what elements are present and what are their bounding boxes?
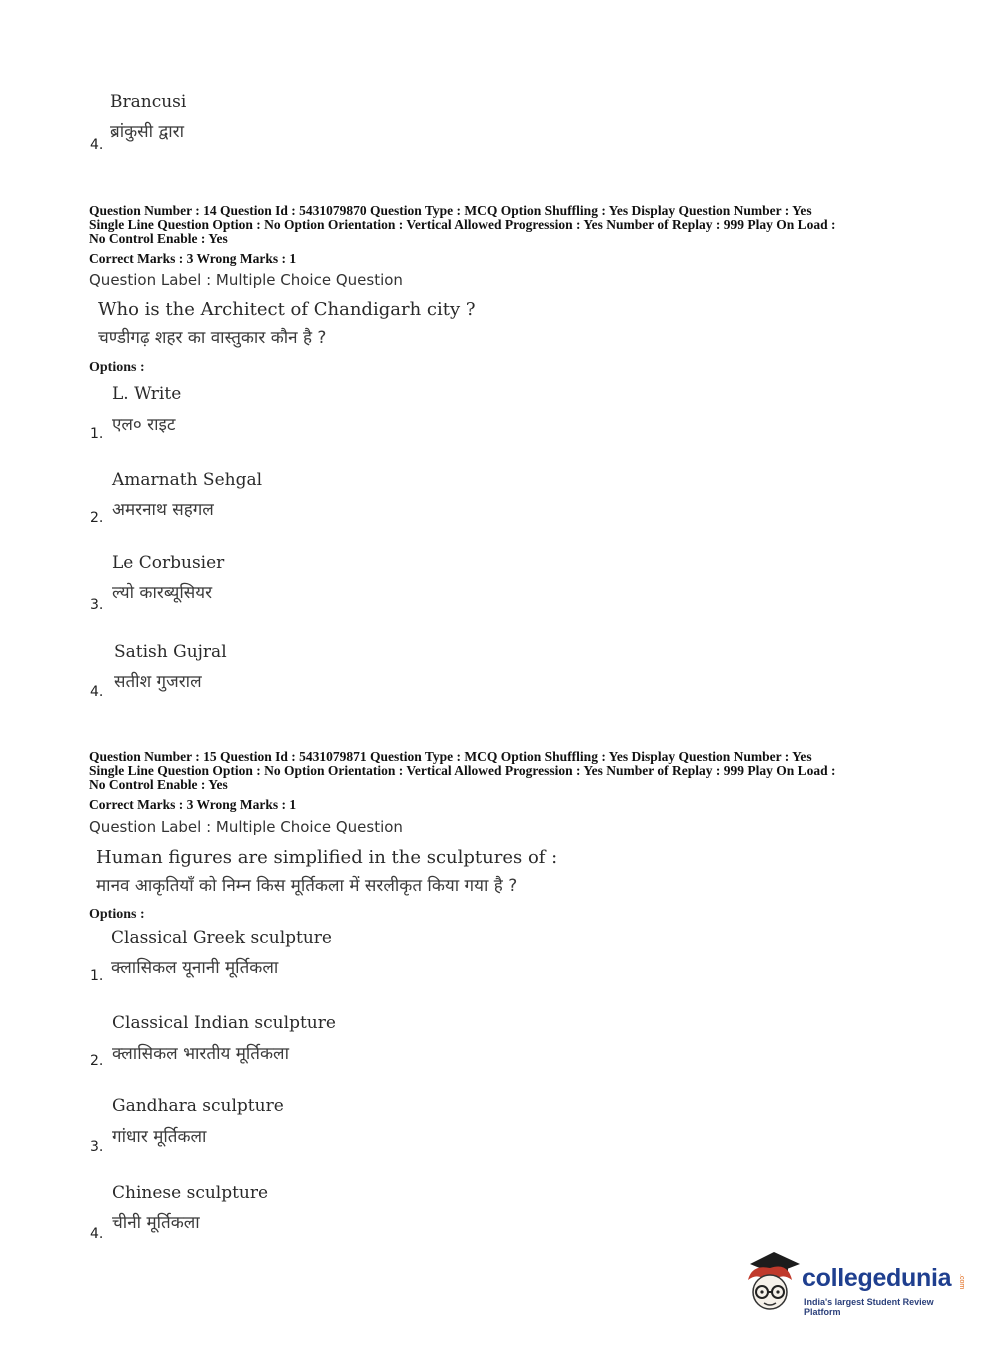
question-text-en: Human figures are simplified in the sculptures of : (96, 847, 558, 868)
option-text-hi: गांधार मूर्तिकला (112, 1127, 207, 1147)
option-text-en: Classical Indian sculpture (112, 1013, 336, 1033)
option-text-en: Amarnath Sehgal (112, 470, 263, 490)
question-meta-line: Question Number : 14 Question Id : 5431079870 Question Type : MCQ Option Shuffling : Yes Display Question Number : Yes (89, 203, 812, 218)
options-title: Options : (89, 360, 145, 375)
question-text-hi: चण्डीगढ़ शहर का वास्तुकार कौन है ? (98, 328, 327, 348)
option-text-en: Classical Greek sculpture (111, 928, 332, 948)
option-text-en: Le Corbusier (112, 553, 225, 573)
logo-name: collegedunia (802, 1264, 952, 1292)
option-number: 4. (90, 137, 104, 153)
mascot-icon (740, 1250, 802, 1316)
question-label: Question Label : Multiple Choice Question (89, 818, 403, 836)
question-text-en: Who is the Architect of Chandigarh city ? (98, 299, 476, 320)
option-number: 4. (90, 1226, 104, 1242)
option-number: 4. (90, 684, 104, 700)
option-text-hi: क्लासिकल भारतीय मूर्तिकला (112, 1044, 289, 1064)
option-text-hi: ब्रांकुसी द्वारा (110, 122, 184, 142)
question-meta-line: Question Number : 15 Question Id : 5431079871 Question Type : MCQ Option Shuffling : Yes Display Question Number : Yes (89, 749, 812, 764)
question-text-hi: मानव आकृतियाँ को निम्न किस मूर्तिकला में सरलीकृत किया गया है ? (96, 876, 518, 896)
option-text-hi: चीनी मूर्तिकला (112, 1213, 200, 1233)
option-text-en: Gandhara sculpture (112, 1096, 284, 1116)
logo-com: .com (958, 1274, 965, 1290)
question-meta-line: Single Line Question Option : No Option Orientation : Vertical Allowed Progression : Yes Number of Replay : 999 Play On Load : (89, 763, 836, 778)
marks-line: Correct Marks : 3 Wrong Marks : 1 (89, 251, 297, 266)
option-text-hi: ल्यो कारब्यूसियर (112, 583, 213, 603)
option-text-hi: सतीश गुजराल (114, 672, 202, 692)
option-number: 3. (90, 597, 104, 613)
option-number: 1. (90, 968, 104, 984)
question-label: Question Label : Multiple Choice Question (89, 271, 403, 289)
option-text-hi: क्लासिकल यूनानी मूर्तिकला (111, 958, 279, 978)
option-number: 1. (90, 426, 104, 442)
option-text-hi: अमरनाथ सहगल (112, 500, 214, 520)
option-text-hi: एल० राइट (112, 415, 176, 435)
marks-line: Correct Marks : 3 Wrong Marks : 1 (89, 797, 297, 812)
option-number: 2. (90, 510, 104, 526)
option-number: 3. (90, 1139, 104, 1155)
option-number: 2. (90, 1053, 104, 1069)
options-title: Options : (89, 907, 145, 922)
question-meta-line: Single Line Question Option : No Option Orientation : Vertical Allowed Progression : Yes Number of Replay : 999 Play On Load : (89, 217, 836, 232)
option-text-en: L. Write (112, 384, 182, 404)
option-text-en: Brancusi (110, 92, 187, 112)
question-meta-line: No Control Enable : Yes (89, 231, 228, 246)
option-text-en: Chinese sculpture (112, 1183, 269, 1203)
collegedunia-logo[interactable] (740, 1250, 970, 1320)
question-meta-line: No Control Enable : Yes (89, 777, 228, 792)
option-text-en: Satish Gujral (114, 642, 227, 662)
logo-tagline: India's largest Student Review Platform (804, 1297, 934, 1317)
